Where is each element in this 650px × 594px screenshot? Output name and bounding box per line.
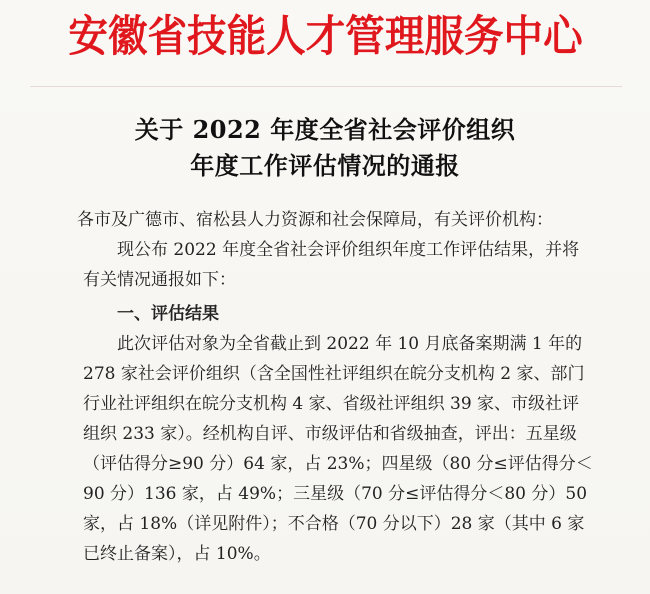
salutation: 各市及广德市、宿松县人力资源和社会保障局，有关评价机构： <box>77 210 553 230</box>
header-divider <box>30 86 622 87</box>
title-line-1: 关于 2022 年度全省社会评价组织 <box>134 115 516 144</box>
letterhead <box>0 2 650 72</box>
organization-name: 安徽省技能人才管理服务中心 <box>67 12 583 62</box>
document-body <box>77 205 593 569</box>
document-title <box>0 112 650 184</box>
section-1-heading: 一、评估结果 <box>117 304 219 324</box>
intro-paragraph: 现公布 2022 年度全省社会评价组织年度工作评估结果，并将有关情况通报如下： <box>83 240 580 290</box>
title-line-2: 年度工作评估情况的通报 <box>190 151 460 180</box>
section-1-paragraph: 此次评估对象为全省截止到 2022 年 10 月底备案期满 1 年的 278 家社会评价组织（含全国性社评组织在皖分支机构 2 家、部门行业社评组织在皖分支机构 4 家、省级社评组织 39 家、市级社评组织 233 家）。经机构自评、市级评估和省级抽查，评出：五星级（评估得分≥90 分）64 家，占 23%；四星级（80 分≤评估得分＜90 分）136 家，占 49%；三星级（70 分≤评估得分＜80 分）50 家，占 18%（详见附件）；不合格（70 分以下）28 家（其中 6 家已终止备案），占 10%。 <box>83 334 593 564</box>
